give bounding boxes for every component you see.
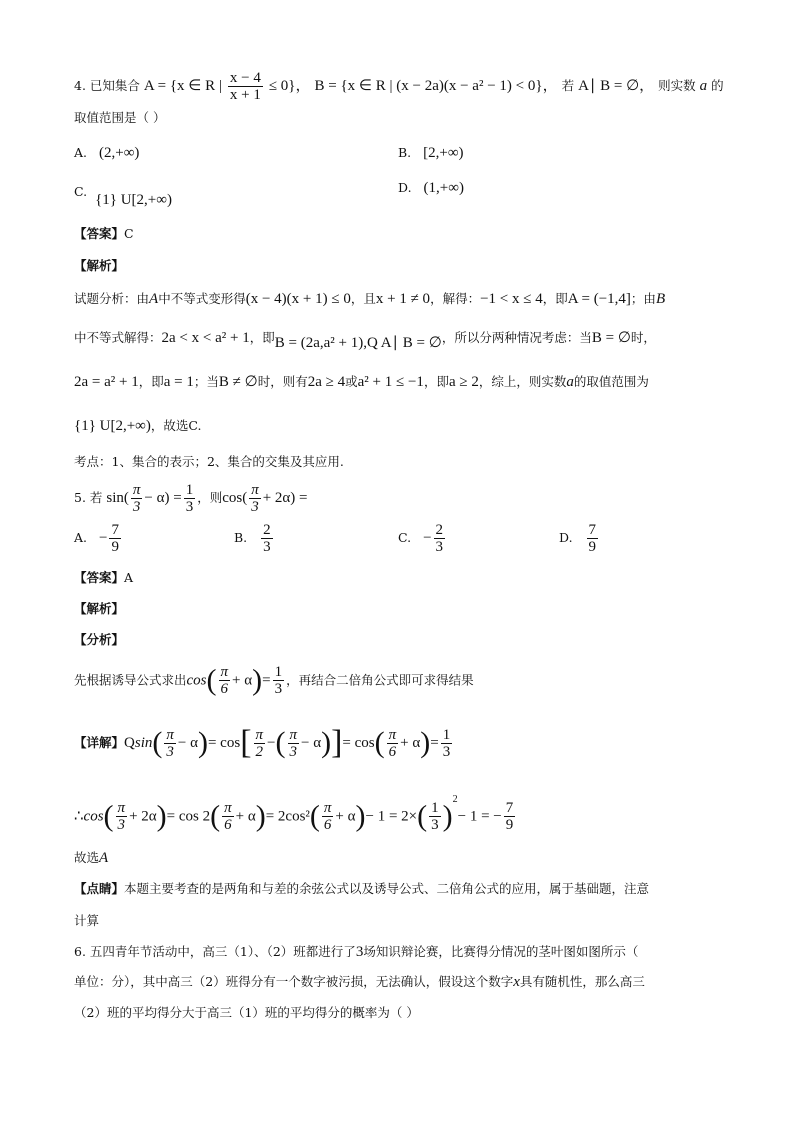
paren-left: ( xyxy=(417,799,428,833)
paren-left: ( xyxy=(210,799,221,833)
paren-left: ( xyxy=(206,663,217,697)
q4-answer xyxy=(74,226,134,242)
frac-den: 3 xyxy=(132,499,141,515)
sol-math: a ≥ 2 xyxy=(448,374,479,390)
fenxi-pi-over-6 xyxy=(219,664,231,697)
frac-den: 3 xyxy=(431,817,439,833)
sol-math: x + 1 ≠ 0 xyxy=(375,291,431,307)
q4-set-b: B = {x ∈ R | (x − 2a)(x − a² − 1) < 0}， xyxy=(314,78,558,94)
sol-math: a² + 1 ≤ −1 xyxy=(357,374,424,390)
frac-num: 7 xyxy=(588,522,597,538)
frac xyxy=(222,800,234,833)
q5-xiangjie xyxy=(74,726,454,770)
frac xyxy=(116,800,128,833)
option-sign: − xyxy=(423,530,432,546)
xj-eq: = cos xyxy=(207,735,241,751)
answer-value: C xyxy=(124,226,134,241)
frac-den: 3 xyxy=(263,539,271,555)
paren-left: ( xyxy=(103,799,114,833)
sol-text: 时， xyxy=(630,330,656,345)
sol-math: A xyxy=(149,291,159,307)
option-sign: − xyxy=(99,530,108,546)
frac-num: π xyxy=(289,726,298,743)
sol-math: a xyxy=(566,374,574,390)
xj-minus: − xyxy=(267,735,276,751)
q5-guxuan xyxy=(74,850,108,866)
paren-left: ( xyxy=(309,799,320,833)
q4-set-a-left: A = {x ∈ R | xyxy=(143,78,222,94)
q6-text: 场知识辩论赛，比赛得分情况的茎叶图如图所示（ xyxy=(363,944,639,959)
sol-text: ，即 xyxy=(423,374,449,389)
q5-option-a[interactable] xyxy=(74,522,123,555)
calc-plus: + 2α xyxy=(129,808,157,825)
option-fraction xyxy=(587,522,599,555)
frac xyxy=(254,727,266,760)
answer-tag: 【答案】 xyxy=(74,226,125,241)
dianjing-text: 本题主要考查的是两角和与差的余弦公式以及诱导公式、二倍角公式的应用，属于基础题，注意 xyxy=(124,881,650,896)
frac-den: 3 xyxy=(435,539,444,555)
option-fraction xyxy=(261,522,273,555)
answer-tag: 【答案】 xyxy=(74,570,125,585)
frac xyxy=(387,727,399,760)
q6-line2 xyxy=(74,974,645,990)
sol-math: {1} U[2,+∞) xyxy=(74,418,151,434)
sol-text: ；由 xyxy=(630,291,656,306)
sol-math: (x − 4)(x + 1) ≤ 0 xyxy=(245,291,351,307)
frac xyxy=(288,727,300,760)
q4-stem-then: 则实数 xyxy=(658,78,696,93)
sol-text: ，且 xyxy=(350,291,376,306)
guxuan-text: 故选 xyxy=(74,850,100,865)
frac xyxy=(429,800,441,833)
frac-num: π xyxy=(166,726,174,743)
frac-num: π xyxy=(388,726,397,743)
frac-num: 7 xyxy=(111,522,119,538)
sol-math: 2a < x < a² + 1 xyxy=(161,330,250,346)
guxuan-answer: A xyxy=(99,850,109,866)
frac xyxy=(322,800,334,833)
calc-square: 2 xyxy=(452,794,458,805)
calc-alpha: + α xyxy=(335,808,356,825)
frac-den: 3 xyxy=(251,499,259,515)
q4-set-a-fraction xyxy=(228,70,263,103)
q4-solution-line1 xyxy=(74,291,665,307)
frac-num: 1 xyxy=(185,482,194,498)
sol-text: 的取值范围为 xyxy=(573,374,649,389)
sol-text: ，故选C. xyxy=(150,418,202,433)
option-label: A. xyxy=(74,530,88,545)
bracket-right: ] xyxy=(331,724,343,761)
sol-math: 2a ≥ 4 xyxy=(307,374,346,390)
paren-left: ( xyxy=(275,726,286,759)
q5-option-b[interactable] xyxy=(234,522,275,555)
fenxi-eq: = xyxy=(262,672,271,689)
frac-num: 2 xyxy=(263,522,271,538)
option-label: D. xyxy=(559,530,573,545)
frac-num: π xyxy=(224,800,232,816)
q5-pi-over-3b xyxy=(249,482,261,515)
fenxi-cos: cos xyxy=(186,672,207,689)
frac xyxy=(164,727,176,760)
q5-dianjing-line2: 计算 xyxy=(74,913,100,928)
paren-right: ) xyxy=(156,799,167,833)
q6-text: 单位：分），其中高三（2）班得分有一个数字被污损，无法确认，假设这个数字 xyxy=(74,974,514,989)
sol-text: ，解得： xyxy=(430,291,481,306)
paren-right: ) xyxy=(355,799,366,833)
xj-eq: = xyxy=(430,735,439,751)
sol-text: ，所以分两种情况考虑：当 xyxy=(441,330,592,345)
sol-text: 时，则有 xyxy=(257,374,308,389)
fenxi-text2: ，再结合二倍角公式即可求得结果 xyxy=(286,672,474,688)
frac-num: π xyxy=(132,482,141,498)
option-label: A. xyxy=(74,145,88,160)
q5-dianjing xyxy=(74,881,649,897)
option-fraction xyxy=(434,522,446,555)
paren-left: ( xyxy=(374,726,385,759)
q5-minus-alpha: − α) = xyxy=(144,490,182,506)
frac-num: π xyxy=(251,482,259,498)
frac-den: 6 xyxy=(388,743,397,760)
frac-num: 2 xyxy=(435,522,444,538)
calc-minus1: − 1 = 2× xyxy=(365,808,418,825)
fenxi-text: 先根据诱导公式求出 xyxy=(74,672,187,688)
sol-text: ；当 xyxy=(193,374,219,389)
q4-solution-line2 xyxy=(74,330,656,351)
sol-math: B ≠ ∅ xyxy=(218,374,258,390)
q5-option-c[interactable] xyxy=(398,522,447,555)
xj-alpha: − α xyxy=(301,735,322,751)
option-label: B. xyxy=(398,145,412,160)
paren-right: ) xyxy=(197,726,208,759)
q4-stem-prefix: 4. 已知集合 xyxy=(74,78,140,93)
sol-math: B xyxy=(655,291,666,307)
q4-variable-a: a xyxy=(699,78,708,94)
calc-alpha: + α xyxy=(235,808,256,825)
xj-q: Q xyxy=(124,735,135,751)
q5-calc xyxy=(74,792,517,836)
option-label: C. xyxy=(74,184,88,199)
sol-text: ，即 xyxy=(249,330,275,345)
frac-num: π xyxy=(117,800,126,816)
frac-num: 1 xyxy=(431,800,439,816)
q5-sin: sin( xyxy=(106,490,129,506)
sol-math: a = 1 xyxy=(163,374,194,390)
q4-option-c[interactable] xyxy=(74,184,172,208)
q6-number: 3 xyxy=(355,944,364,960)
q4-set-a-numerator: x − 4 xyxy=(229,70,261,86)
q4-stem-if: 若 xyxy=(561,78,575,93)
sol-math: B = (2a,a² + 1),Q A∣ B = ∅ xyxy=(274,335,442,351)
frac-num: π xyxy=(220,664,229,680)
frac-den: 9 xyxy=(588,539,597,555)
frac-den: 9 xyxy=(505,817,514,833)
paren-right: ) xyxy=(321,726,332,759)
frac-num: 7 xyxy=(505,800,514,816)
frac-num: 1 xyxy=(442,726,451,743)
q4-condition: A∣ B = ∅， xyxy=(578,78,655,94)
sol-text: ，综上，则实数 xyxy=(478,374,567,389)
calc-cos: cos xyxy=(83,808,104,825)
q4-stem-end: 的 xyxy=(711,78,724,93)
q5-prefix: 5. 若 xyxy=(74,490,103,505)
q5-one-third xyxy=(184,482,196,515)
frac xyxy=(504,800,516,833)
option-label: B. xyxy=(234,530,248,545)
xj-eq: = cos xyxy=(342,735,375,751)
calc-eq: = 2cos² xyxy=(265,808,310,825)
q4-solution-line3 xyxy=(74,374,649,390)
sol-text: 中不等式变形得 xyxy=(158,291,246,306)
option-value: {1} U[2,+∞) xyxy=(95,192,172,208)
xj-alpha: − α xyxy=(177,735,198,751)
q6-text: 具有随机性，那么高三 xyxy=(519,974,645,989)
frac-den: 6 xyxy=(220,681,229,697)
q4-option-b[interactable] xyxy=(398,145,464,162)
q5-then: ，则 xyxy=(197,490,223,505)
calc-end: − 1 = − xyxy=(457,808,502,825)
q6-variable: x xyxy=(513,974,520,990)
paren-right: ) xyxy=(255,799,266,833)
frac-den: 3 xyxy=(274,681,283,697)
frac-den: 3 xyxy=(117,817,126,833)
q4-option-d[interactable] xyxy=(398,180,464,197)
frac-den: 6 xyxy=(323,817,332,833)
fenxi-one-third xyxy=(273,664,285,697)
option-value: [2,+∞) xyxy=(423,145,464,161)
q5-plus-2alpha: + 2α) = xyxy=(262,490,308,506)
option-label: C. xyxy=(398,530,412,545)
q5-fenxi-tag: 【分析】 xyxy=(74,632,125,647)
q4-solution-line4 xyxy=(74,418,201,434)
frac-den: 3 xyxy=(289,743,297,760)
calc-therefore: ∴ xyxy=(74,808,84,825)
frac-den: 6 xyxy=(224,817,232,833)
frac-den: 9 xyxy=(111,539,119,555)
frac-num: π xyxy=(323,800,332,816)
q6-line1 xyxy=(74,944,638,960)
bracket-left: [ xyxy=(240,724,252,761)
q5-fenxi xyxy=(74,664,474,704)
q6-line3: （2）班的平均得分大于高三（1）班的平均得分的概率为（ ） xyxy=(74,1005,419,1020)
sol-text: 或 xyxy=(345,374,358,389)
frac-den: 2 xyxy=(255,743,264,760)
q4-option-a[interactable] xyxy=(74,145,139,162)
sol-text: ，即 xyxy=(138,374,164,389)
sol-math: B = ∅ xyxy=(591,330,631,346)
frac-den: 3 xyxy=(442,743,451,760)
answer-value: A xyxy=(124,570,134,585)
sol-math: 2a = a² + 1 xyxy=(74,374,139,390)
q4-set-a-right: ≤ 0}， xyxy=(268,78,311,94)
calc-eq: = cos 2 xyxy=(166,808,211,825)
frac-den: 3 xyxy=(185,499,194,515)
option-fraction xyxy=(109,522,121,555)
q4-kaodian: 考点：1、集合的表示；2、集合的交集及其应用. xyxy=(74,454,344,469)
q4-stem-line1 xyxy=(74,70,724,103)
frac-num: 1 xyxy=(274,664,283,680)
sol-text: 中不等式解得： xyxy=(74,330,162,345)
q5-cos: cos( xyxy=(222,490,248,506)
q5-stem xyxy=(74,482,308,515)
q5-pi-over-3 xyxy=(131,482,143,515)
paren-right: ) xyxy=(252,663,263,697)
q4-stem-line2: 取值范围是（ ） xyxy=(74,110,166,125)
sol-math: A = (−1,4] xyxy=(567,291,631,307)
q5-answer xyxy=(74,570,133,586)
sol-text: ，即 xyxy=(542,291,568,306)
sol-math: −1 < x ≤ 4 xyxy=(480,291,543,307)
q4-set-a-denominator: x + 1 xyxy=(229,87,261,103)
q6-text: 6. 五四青年节活动中，高三（1）、（2）班都进行了 xyxy=(74,944,356,959)
paren-right: ) xyxy=(442,799,453,833)
frac-num: π xyxy=(255,726,264,743)
q5-option-d[interactable] xyxy=(559,522,600,555)
paren-right: ) xyxy=(420,726,431,759)
frac xyxy=(441,727,453,760)
sol-text: 试题分析：由 xyxy=(74,291,150,306)
q4-analysis-tag: 【解析】 xyxy=(74,258,125,273)
option-value: (1,+∞) xyxy=(423,180,464,196)
xiangjie-tag: 【详解】 xyxy=(74,735,125,750)
xj-alpha: + α xyxy=(400,735,421,751)
option-label: D. xyxy=(398,180,412,195)
frac-den: 3 xyxy=(166,743,174,760)
xj-sin: sin xyxy=(134,735,153,751)
option-value: (2,+∞) xyxy=(99,145,140,161)
q5-analysis-tag: 【解析】 xyxy=(74,601,125,616)
fenxi-alpha: + α xyxy=(232,672,253,689)
dianjing-tag: 【点睛】 xyxy=(74,881,125,896)
paren-left: ( xyxy=(152,726,163,759)
